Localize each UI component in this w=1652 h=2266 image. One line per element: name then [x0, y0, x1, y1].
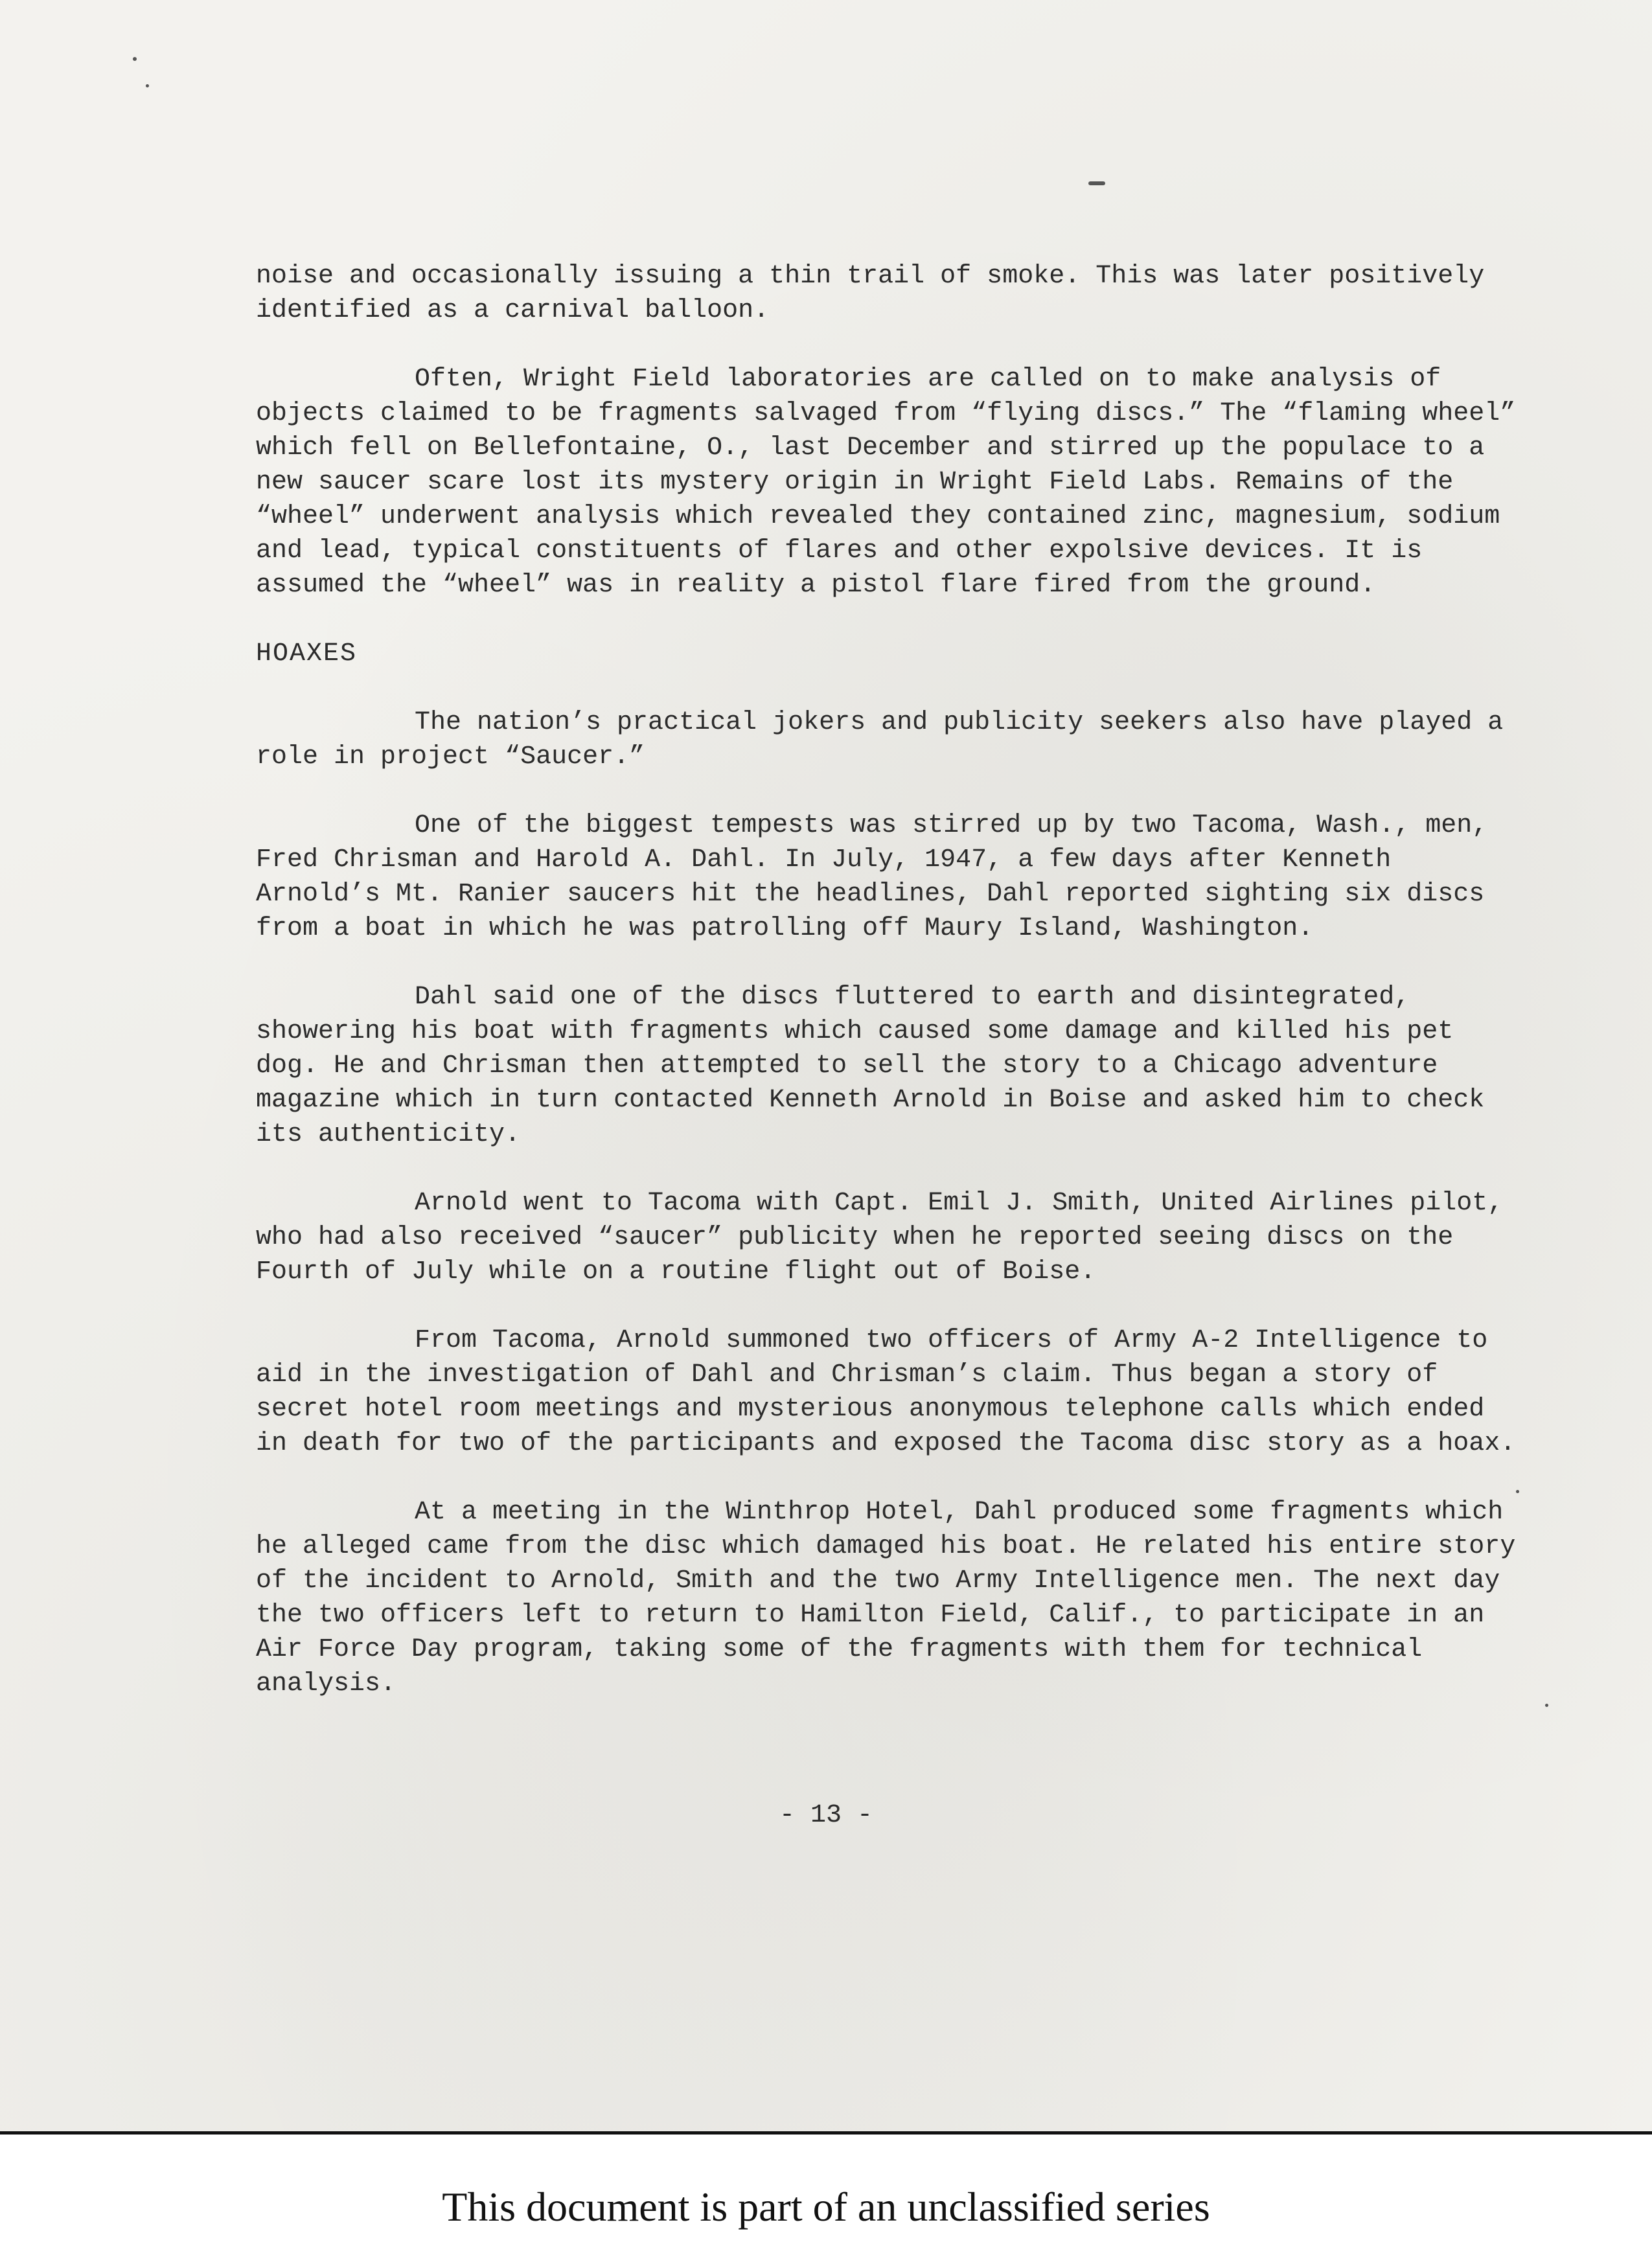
- paragraph-tacoma-tempest: One of the biggest tempests was stirred up by two Tacoma, Wash., men, Fred Chrisman and Harold A. Dahl. In July, 1947, a few days after Kenneth Arnold’s Mt. Ranier saucers hit the headlines, Dahl reported sighting six discs from a boat in which he was patrolling off Maury Island, Washington.: [256, 811, 1504, 943]
- paragraph-continuation: noise and occasionally issuing a thin trail of smoke. This was later positively identified as a carnival balloon.: [256, 262, 1500, 325]
- page-divider: [0, 2131, 1652, 2134]
- paragraph-practical-jokers: The nation’s practical jokers and publicity seekers also have played a role in project “Saucer.”: [256, 708, 1519, 772]
- document-body: [256, 259, 1532, 1735]
- paragraph-arnold-smith: Arnold went to Tacoma with Capt. Emil J. Smith, United Airlines pilot, who had also received “saucer” publicity when he reported seeing discs on the Fourth of July while on a routine flight out of Boise.: [256, 1189, 1519, 1287]
- scan-speck: [1545, 1704, 1548, 1707]
- page-number: - 13 -: [779, 1801, 873, 1830]
- scan-speck: [133, 57, 137, 61]
- footer-caption: This document is part of an unclassified series: [442, 2184, 1210, 2230]
- paragraph-dahl-discs: Dahl said one of the discs fluttered to earth and disintegrated, showering his boat with fragments which caused some damage and killed his pet dog. He and Chrisman then attempted to sell the story to a Chicago adventure magazine which in turn contacted Kenneth Arnold in Boise and asked him to check its authenticity.: [256, 983, 1500, 1149]
- scan-speck: [1516, 1490, 1519, 1493]
- scan-speck: [146, 84, 149, 87]
- paragraph-army-intelligence: From Tacoma, Arnold summoned two officers of Army A-2 Intelligence to aid in the investigation of Dahl and Chrisman’s claim. Thus began a story of secret hotel room meetings and mysterious anonymous telephone calls which ended in death for two of the participants and exposed the Tacoma disc story as a hoax.: [256, 1326, 1516, 1458]
- section-heading-hoaxes: HOAXES: [256, 639, 358, 669]
- paragraph-winthrop-hotel: At a meeting in the Winthrop Hotel, Dahl produced some fragments which he alleged came from the disc which damaged his boat. He related his entire story of the incident to Arnold, Smith and the two Army Intelligence men. The next day the two officers left to return to Hamilton Field, Calif., to participate in an Air Force Day program, taking some of the fragments with them for technical analysis.: [256, 1498, 1532, 1699]
- scan-speck: [1088, 181, 1105, 185]
- paragraph-wright-field: Often, Wright Field laboratories are called on to make analysis of objects claimed to be fragments salvaged from “flying discs.” The “flaming wheel” which fell on Bellefontaine, O., last December and stirred up the populace to a new saucer scare lost its mystery origin in Wright Field Labs. Remains of the “wheel” underwent analysis which revealed they contained zinc, magnesium, sodium and lead, typical constituents of flares and other expolsive devices. It is assumed the “wheel” was in reality a pistol flare fired from the ground.: [256, 365, 1532, 600]
